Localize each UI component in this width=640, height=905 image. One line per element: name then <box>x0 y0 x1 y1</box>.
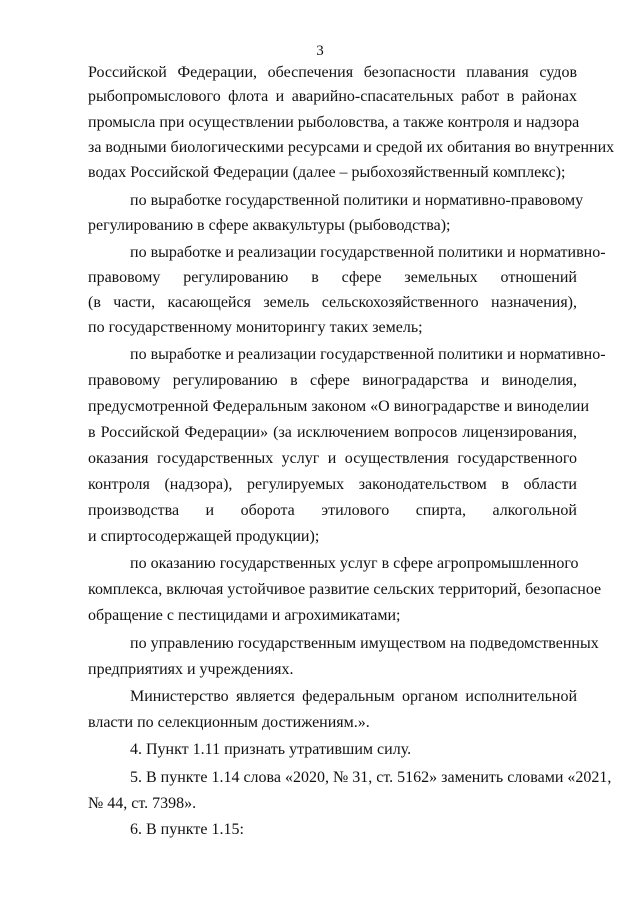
text-line: 4. Пункт 1.11 признать утратившим силу. <box>130 741 412 758</box>
text-line: 5. В пункте 1.14 слова «2020, № 31, ст. 5162» заменить словами «2021, <box>130 769 612 786</box>
text-line: за водными биологическими ресурсами и средой их обитания во внутренних <box>88 139 615 156</box>
text-line: Министерство является федеральным органом исполнительной <box>130 688 577 705</box>
text-line: обращение с пестицидами и агрохимикатами; <box>88 607 401 624</box>
text-line: по управлению государственным имуществом на подведомственных <box>130 635 599 652</box>
text-line: № 44, ст. 7398». <box>88 795 197 812</box>
text-line: предприятиях и учреждениях. <box>88 661 294 678</box>
text-line: по выработке и реализации государственной политики и нормативно- <box>130 244 606 261</box>
page-number: 3 <box>316 43 324 59</box>
text-line: по оказанию государственных услуг в сфере агропромышленного <box>130 555 579 572</box>
text-line: и спиртосодержащей продукции); <box>88 528 320 545</box>
text-line: по выработке государственной политики и нормативно-правовому <box>130 192 584 209</box>
text-line: 6. В пункте 1.15: <box>130 821 244 838</box>
text-line: Российской Федерации, обеспечения безопасности плавания судов <box>88 64 577 81</box>
text-line: по государственному мониторингу таких земель; <box>88 319 423 336</box>
text-line: власти по селекционным достижениям.». <box>88 714 370 731</box>
text-line: промысла при осуществлении рыболовства, а также контроля и надзора <box>88 114 580 131</box>
text-line: рыбопромыслового флота и аварийно-спасательных работ в районах <box>88 88 577 105</box>
text-line: комплекса, включая устойчивое развитие сельских территорий, безопасное <box>88 581 602 598</box>
text-line: контроля (надзора), регулируемых законодательством в области <box>88 476 577 493</box>
text-line: по выработке и реализации государственной политики и нормативно- <box>130 346 606 363</box>
text-line: (в части, касающейся земель сельскохозяйственного назначения), <box>88 294 577 311</box>
text-line: водах Российской Федерации (далее – рыбохозяйственный комплекс); <box>88 164 566 181</box>
text-line: производства и оборота этилового спирта, алкогольной <box>88 502 577 519</box>
text-line: регулированию в сфере аквакультуры (рыбоводства); <box>88 217 451 234</box>
text-line: предусмотренной Федеральным законом «О виноградарстве и виноделии <box>88 398 590 415</box>
text-line: правовому регулированию в сфере земельных отношений <box>88 269 577 286</box>
text-line: в Российской Федерации» (за исключением вопросов лицензирования, <box>88 424 577 441</box>
text-line: оказания государственных услуг и осуществления государственного <box>88 450 577 467</box>
text-line: правовому регулированию в сфере виноградарства и виноделия, <box>88 372 577 389</box>
